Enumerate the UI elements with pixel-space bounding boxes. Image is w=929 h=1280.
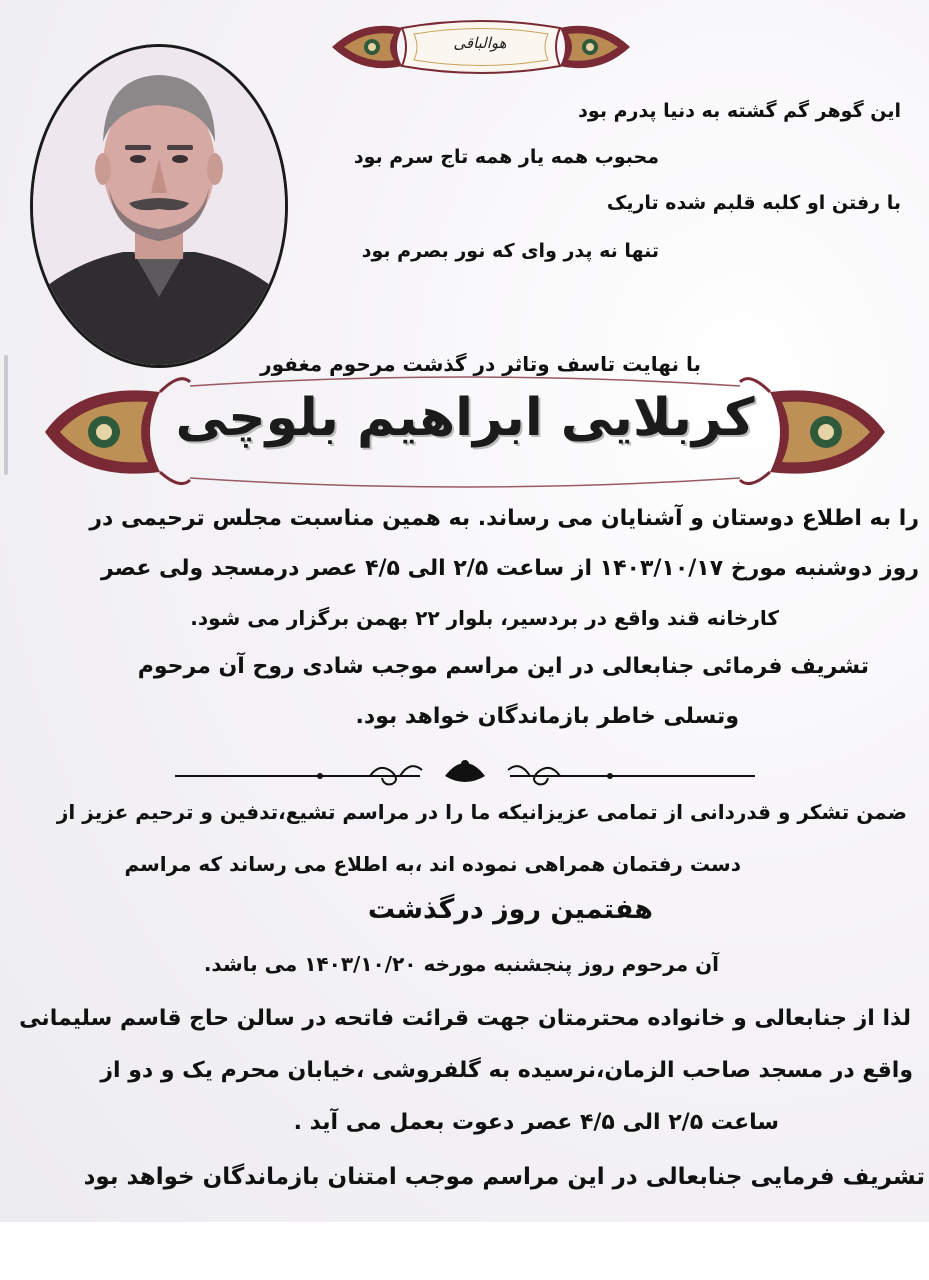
deceased-name: کربلایی ابراهیم بلوچی <box>175 388 755 448</box>
intro-line: با نهایت تاسف وتاثر در گذشت مرحوم مغفور <box>260 352 701 376</box>
scroll-edge-mark <box>4 355 8 475</box>
seventh-day-line-1: ضمن تشکر و قدردانی از تمامی عزیزانیکه ما را در مراسم تشیع،تدفین و ترحیم عزیز از <box>56 800 907 824</box>
deceased-portrait <box>30 44 288 368</box>
seventh-day-line-2: دست رفتمان همراهی نموده اند ،به اطلاع می رساند که مراسم <box>124 852 741 876</box>
seventh-day-line-4: لذا از جنابعالی و خانواده محترمتان جهت قرائت فاتحه در سالن حاج قاسم سلیمانی <box>19 1006 911 1031</box>
header-title: هوالباقی <box>453 34 507 52</box>
seventh-day-line-5: واقع در مسجد صاحب الزمان،نرسیده به گلفروشی ،خیابان محرم یک و دو از <box>100 1058 913 1083</box>
poem-line-3: با رفتن او کلبه قلبم شده تاریک <box>606 192 901 214</box>
bottom-blank-strip <box>0 1222 929 1280</box>
paragraph1-line-5: وتسلی خاطر بازماندگان خواهد بود. <box>355 704 739 729</box>
seventh-day-line-3: آن مرحوم روز پنجشنبه مورخه ۱۴۰۳/۱۰/۲۰ می باشد. <box>203 952 719 976</box>
paragraph1-line-4: تشریف فرمائی جنابعالی در این مراسم موجب شادی روح آن مرحوم <box>137 654 869 679</box>
ornamental-divider <box>170 754 760 794</box>
poem-line-2: محبوب همه یار همه تاج سرم بود <box>353 146 659 168</box>
paragraph1-line-1: را به اطلاع دوستان و آشنایان می رساند. به همین مناسبت مجلس ترحیمی در <box>89 506 919 531</box>
paragraph1-line-2: روز دوشنبه مورخ ۱۴۰۳/۱۰/۱۷ از ساعت ۲/۵ الی ۴/۵ عصر درمسجد ولی عصر <box>100 556 919 581</box>
seventh-day-line-6: ساعت ۲/۵ الی ۴/۵ عصر دعوت بعمل می آید . <box>293 1110 779 1135</box>
paragraph1-line-3: کارخانه قند واقع در بردسیر، بلوار ۲۲ بهمن برگزار می شود. <box>190 606 779 630</box>
seventh-day-heading: هفتمین روز درگذشت <box>367 894 653 925</box>
poem-line-1: این گوهر گم گشته به دنیا پدرم بود <box>578 100 901 122</box>
poem-line-4: تنها نه پدر وای که نور بصرم بود <box>361 240 659 262</box>
seventh-day-line-7: تشریف فرمایی جنابعالی در این مراسم موجب امتنان بازماندگان خواهد بود <box>83 1164 925 1190</box>
